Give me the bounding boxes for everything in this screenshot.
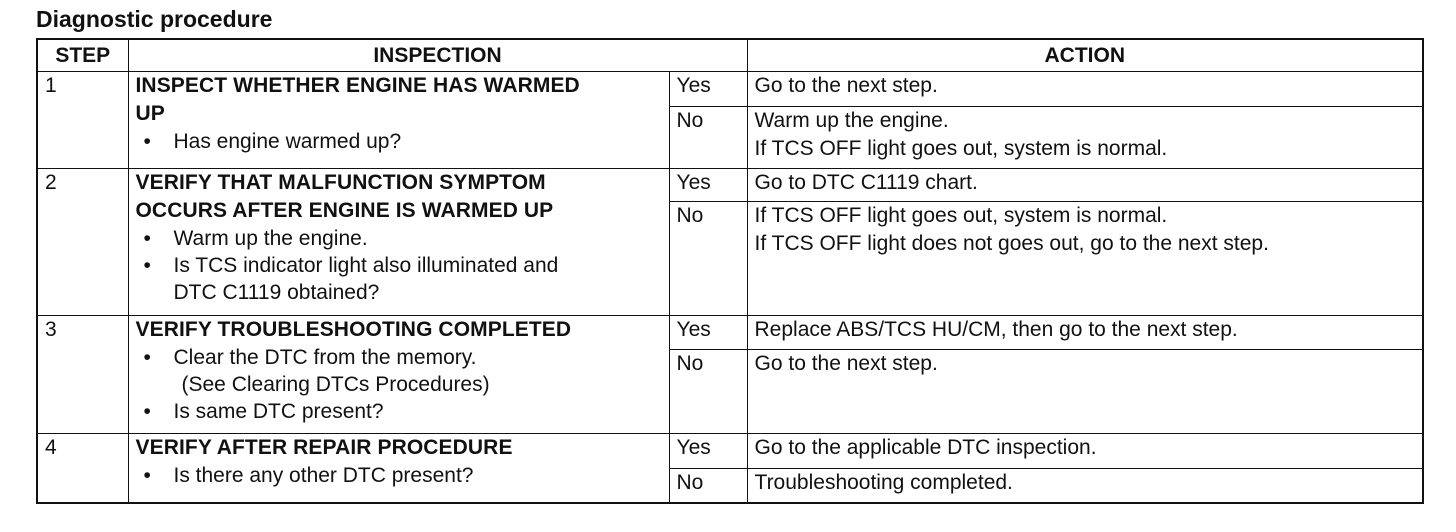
step-number: 2	[37, 169, 128, 316]
header-row	[37, 39, 1423, 72]
inspection-item: • Is TCS indicator light also illuminated and	[143, 254, 559, 277]
yes-label: Yes	[669, 316, 747, 350]
inspection-cell	[128, 72, 669, 169]
bullet-icon: •	[143, 346, 151, 369]
inspection-item-continuation: DTC C1119 obtained?	[173, 281, 380, 304]
yes-action: Go to the next step.	[747, 72, 1423, 107]
no-action: Go to the next step.	[747, 350, 1423, 434]
step-row-1-yes	[37, 72, 1423, 107]
inspection-item: • Is there any other DTC present?	[143, 464, 474, 487]
bullet-icon: •	[143, 400, 151, 423]
step-number: 1	[37, 72, 128, 169]
page-title: Diagnostic procedure	[36, 6, 273, 32]
no-label: No	[669, 469, 747, 503]
inspection-item-note: (See Clearing DTCs Procedures)	[181, 373, 490, 396]
header-inspection: INSPECTION	[128, 39, 747, 72]
no-label: No	[669, 202, 747, 316]
inspection-title: VERIFY THAT MALFUNCTION SYMPTOM OCCURS AFTER ENGINE IS WARMED UP	[135, 171, 554, 222]
step-number: 4	[37, 434, 128, 503]
step-row-2-yes	[37, 169, 1423, 202]
inspection-item: • Has engine warmed up?	[143, 130, 402, 153]
step-row-4-yes	[37, 434, 1423, 469]
bullet-icon: •	[143, 254, 151, 277]
bullet-icon: •	[143, 464, 151, 487]
step-number: 3	[37, 316, 128, 434]
yes-action: Go to the applicable DTC inspection.	[747, 434, 1423, 469]
inspection-items	[136, 344, 662, 371]
inspection-title: VERIFY TROUBLESHOOTING COMPLETED	[135, 318, 572, 341]
inspection-item: • Warm up the engine.	[143, 227, 368, 250]
yes-label: Yes	[669, 434, 747, 469]
inspection-item: • Is same DTC present?	[143, 400, 384, 423]
inspection-items	[136, 225, 662, 279]
inspection-cell	[128, 434, 669, 503]
inspection-items	[136, 462, 662, 489]
inspection-cell	[128, 316, 669, 434]
yes-action: Replace ABS/TCS HU/CM, then go to the next step.	[747, 316, 1423, 350]
inspection-items	[136, 128, 662, 155]
no-action: Troubleshooting completed.	[747, 469, 1423, 503]
bullet-icon: •	[143, 227, 151, 250]
inspection-title: VERIFY AFTER REPAIR PROCEDURE	[135, 436, 513, 459]
no-label: No	[669, 350, 747, 434]
inspection-items	[136, 398, 662, 425]
header-action: ACTION	[747, 39, 1423, 72]
yes-action: Go to DTC C1119 chart.	[747, 169, 1423, 202]
no-label: No	[669, 107, 747, 169]
inspection-title: INSPECT WHETHER ENGINE HAS WARMED UP	[135, 74, 580, 125]
yes-label: Yes	[669, 169, 747, 202]
inspection-item: • Clear the DTC from the memory.	[143, 346, 477, 369]
no-action: Warm up the engine. If TCS OFF light goes out, system is normal.	[747, 107, 1423, 169]
diagnostic-procedure-table	[36, 38, 1424, 504]
inspection-cell	[128, 169, 669, 316]
header-step: STEP	[37, 39, 128, 72]
yes-label: Yes	[669, 72, 747, 107]
step-row-3-yes	[37, 316, 1423, 350]
bullet-icon: •	[143, 130, 151, 153]
no-action: If TCS OFF light goes out, system is normal. If TCS OFF light does not goes out, go to the next step.	[747, 202, 1423, 316]
